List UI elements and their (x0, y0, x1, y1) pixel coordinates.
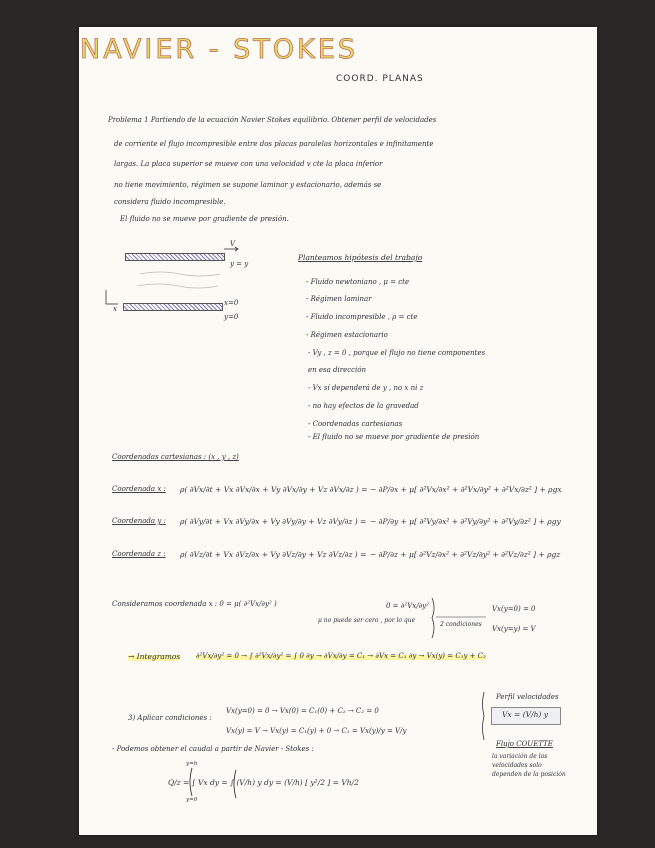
problem-line-3: largas. La placa superior se mueve con una velocidad v cte la placa inferior (114, 160, 383, 168)
profile-note-3: dependen de la posición (492, 771, 566, 778)
boundary-row-1: Vx(y=0) = 0 → Vx(0) = C₁(0) + C₂ → C₂ = 0 (226, 707, 379, 715)
lower-plate-label-b: y=0 (224, 313, 239, 321)
hypothesis-item: - no hay efectos de la gravedad (308, 402, 419, 410)
top-arrow-label: V (230, 240, 236, 248)
hypothesis-item: - Fluido newtoniano , μ = cte (306, 278, 410, 286)
consider-result: 0 = ∂²Vx/∂y² (386, 602, 429, 610)
problem-line-5: considera fluido incompresible. (114, 198, 226, 206)
axis-x-label: x (113, 305, 117, 313)
profile-note-2: velocidades solo (492, 762, 542, 769)
problem-line-4: no tiene movimiento, régimen se supone laminar y estacionario, además se (114, 181, 382, 189)
caudal-upper-limit: y=h (186, 761, 198, 767)
hypothesis-item: - Coordenadas cartesianas (308, 420, 403, 428)
problem-line-2: de corriente el flujo incompresible entre dos placas paralelas horizontales e infinitamente (114, 140, 434, 148)
profile-formula: Vx = (V/h) y (502, 710, 548, 719)
hypothesis-item: en esa dirección (308, 366, 367, 374)
hypothesis-item: - Vx sí dependerá de y , no x ni z (308, 384, 424, 392)
top-plate-label: y = y (230, 260, 249, 268)
equation-x-lhs: ρ( ∂Vx/∂t + Vx ∂Vx/∂x + Vy ∂Vx/∂y + Vz ∂Vx/∂z ) = (180, 485, 368, 494)
hypothesis-item: - Régimen estacionario (306, 331, 388, 339)
equation-x-label: Coordenada x : (112, 485, 166, 493)
problem-line-6: El fluido no se mueve por gradiente de presión. (120, 215, 289, 223)
consider-note: μ no puede ser cero , por lo que (318, 617, 416, 624)
equation-y-rhs: − ∂P/∂y + μ[ ∂²Vy/∂x² + ∂²Vy/∂y² + ∂²Vy/∂z² ] + ρgy (370, 517, 561, 526)
hypothesis-heading: Planteamos hipótesis del trabajo (298, 253, 423, 262)
flow-name: Flujo COUETTE (496, 740, 553, 748)
consider-text: Consideramos coordenada x : 0 = μ( ∂²Vx/∂y² ) (112, 600, 277, 608)
boundary-row-2: Vx(y) = V → Vx(y) = C₁(y) + 0 → C₁ = Vx(y)/y = V/y (226, 727, 407, 735)
equation-x-rhs: − ∂P/∂x + μ[ ∂²Vx/∂x² + ∂²Vx/∂y² + ∂²Vx/∂z² ] + ρgx (370, 485, 562, 494)
caudal-expression: Q/z = ∫ Vx dy = ∫ (V/h) y dy = (V/h) [ y²/2 ] = Vh/2 (168, 778, 359, 787)
equation-z-lhs: ρ( ∂Vz/∂t + Vx ∂Vz/∂x + Vy ∂Vz/∂y + Vz ∂Vz/∂z ) = (180, 550, 367, 559)
hypothesis-item: - Fluido incompresible , ρ = cte (306, 313, 418, 321)
equation-z-rhs: − ∂P/∂z + μ[ ∂²Vz/∂x² + ∂²Vz/∂y² + ∂²Vz/∂z² ] + ρgz (370, 550, 561, 559)
caudal-lower-limit: y=0 (186, 797, 198, 803)
conditions-label: 2 condiciones (440, 621, 482, 628)
hypothesis-item: - Régimen laminar (306, 295, 372, 303)
hypothesis-item: - Vy , z = 0 , porque el flujo no tiene componentes (308, 349, 486, 357)
condition-1: Vx(y=0) = 0 (492, 605, 536, 613)
problem-line-1: Problema 1 Partiendo de la ecuación Navier Stokes equilibrio. Obtener perfil de velocidades (108, 116, 437, 124)
page-subtitle: COORD. PLANAS (336, 74, 424, 84)
condition-2: Vx(y=y) = V (492, 625, 536, 633)
lower-plate-label-a: x=0 (224, 299, 239, 307)
cartesian-heading: Coordenadas cartesianas : (x , y , z) (112, 453, 239, 461)
equation-z-label: Coordenada z : (112, 550, 166, 558)
equation-y-lhs: ρ( ∂Vy/∂t + Vx ∂Vy/∂x + Vy ∂Vy/∂y + Vz ∂Vy/∂z ) = (180, 517, 367, 526)
integrate-label: → Integramos (128, 652, 181, 661)
hypothesis-item: - El fluido no se mueve por gradiente de presión (308, 433, 480, 441)
profile-note-1: la variación de las (492, 753, 548, 760)
profile-label: Perfil velocidades (496, 693, 559, 701)
caudal-label: - Podemos obtener el caudal a partir de Navier - Stokes : (112, 745, 314, 753)
boundary-label: 3) Aplicar condiciones : (128, 714, 212, 722)
equation-y-label: Coordenada y : (112, 517, 166, 525)
integrate-expression: ∂²Vx/∂y² = 0 → ∫ ∂²Vx/∂y² = ∫ 0 ∂y → ∂Vx/∂y = C₁ → ∂Vx = C₁ ∂y → Vx(y) = C₁y + C₂ (196, 652, 486, 660)
page-title: NAVIER - STOKES (80, 34, 358, 65)
